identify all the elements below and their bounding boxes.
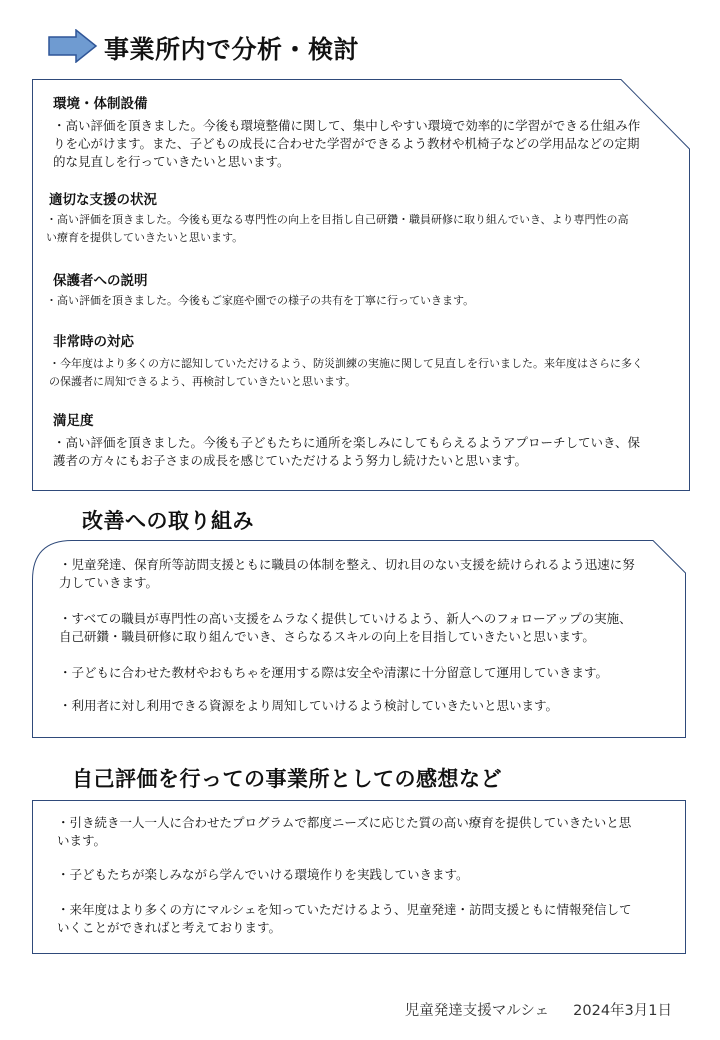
improvement-item: ・すべての職員が専門性の高い支援をムラなく提供していけるよう、新人へのフォローアップの実施、自己研鑽・職員研修に取り組んでいき、さらなるスキルの向上を目指していきたいと思います。 bbox=[59, 611, 632, 644]
section-title-satisfaction: 満足度 bbox=[53, 413, 94, 429]
section-text-environment: ・高い評価を頂きました。今後も環境整備に関して、集中しやすい環境で効率的に学習ができる仕組み作りを心がけます。また、子どもの成長に合わせた学習ができるよう教材や机椅子などの学用品などの定期的な見直しを行っていきたいと思います。 bbox=[53, 118, 641, 169]
impression-item: ・来年度はより多くの方にマルシェを知っていただけるよう、児童発達・訪問支援ともに情報発信していくことができればと考えております。 bbox=[57, 902, 632, 935]
section-text-support: ・高い評価を頂きました。今後も更なる専門性の向上を目指し自己研鑽・職員研修に取り組んでいき、より専門性の高い療育を提供していきたいと思います。 bbox=[46, 213, 629, 244]
improvement-title: 改善への取り組み bbox=[82, 509, 254, 533]
page-title: 事業所内で分析・検討 bbox=[104, 35, 360, 64]
improvement-item: ・児童発達、保育所等訪問支援ともに職員の体制を整え、切れ目のない支援を続けられるよう迅速に努力していきます。 bbox=[59, 557, 635, 590]
footer bbox=[405, 999, 672, 1020]
section-text-emergency: ・今年度はより多くの方に認知していただけるよう、防災訓練の実施に関して見直しを行いました。来年度はさらに多くの保護者に周知できるよう、再検討していきたいと思います。 bbox=[49, 357, 643, 388]
impression-item: ・子どもたちが楽しみながら学んでいける環境作りを実践していきます。 bbox=[57, 867, 469, 882]
footer-date: 2024年3月1日 bbox=[573, 1003, 672, 1019]
impressions-box bbox=[32, 800, 686, 954]
arrow-right-icon bbox=[48, 29, 98, 63]
impression-item: ・引き続き一人一人に合わせたプログラムで都度ニーズに応じた質の高い療育を提供していきたいと思います。 bbox=[57, 815, 632, 848]
footer-organization: 児童発達支援マルシェ bbox=[404, 1003, 550, 1019]
improvement-item: ・利用者に対し利用できる資源をより周知していけるよう検討していきたいと思います。 bbox=[59, 698, 559, 713]
section-title-emergency: 非常時の対応 bbox=[53, 334, 134, 350]
improvement-box bbox=[32, 540, 686, 738]
section-text-satisfaction: ・高い評価を頂きました。今後も子どもたちに通所を楽しみにしてもらえるようアプローチしていき、保護者の方々にもお子さまの成長を感じていただけるよう努力し続けたいと思います。 bbox=[53, 435, 641, 468]
impressions-title: 自己評価を行っての事業所としての感想など bbox=[72, 767, 502, 791]
section-title-environment: 環境・体制設備 bbox=[53, 96, 148, 112]
analysis-box bbox=[32, 79, 690, 491]
improvement-item: ・子どもに合わせた教材やおもちゃを運用する際は安全や清潔に十分留意して運用していきます。 bbox=[59, 665, 609, 680]
section-text-explanation: ・高い評価を頂きました。今後もご家庭や園での様子の共有を丁寧に行っていきます。 bbox=[46, 294, 475, 307]
section-title-explanation: 保護者への説明 bbox=[53, 273, 148, 289]
section-title-support: 適切な支援の状況 bbox=[49, 192, 157, 208]
